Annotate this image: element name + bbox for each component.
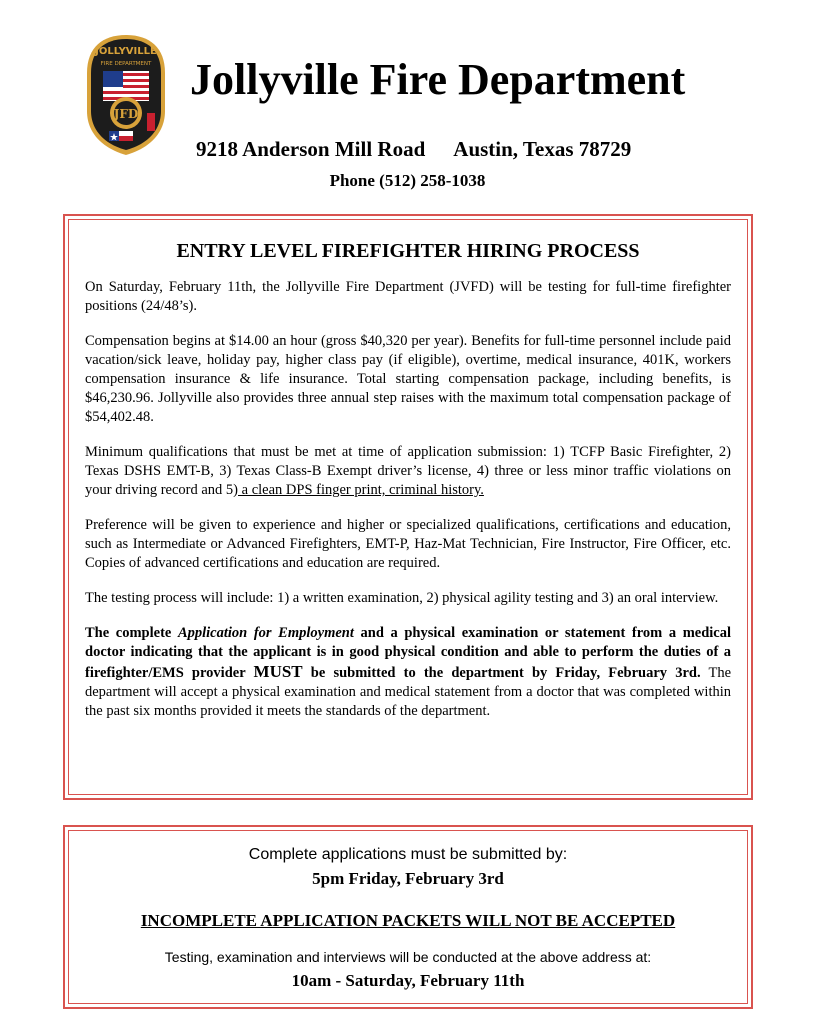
street-address: 9218 Anderson Mill Road [196,137,426,161]
req-text-rest: The department will accept a physical examination and medical statement from a doctor that was completed within the past six months provided it meets the standards of the department. [85,665,732,719]
compensation-paragraph: Compensation begins at $14.00 an hour (gross $40,320 per year). Benefits for full-time personnel include paid vacation/sick leave, holiday pay, higher class pay (if eligible), overtime, medical insurance, 401K, workers compensation insurance & life insurance. Total starting compensation package, including benefits, is $46,230.96. Jollyville also provides three annual step raises with the maximum total compensation package of $54,402.48. [85,333,731,425]
phone-number: Phone (512) 258-1038 [329,171,486,190]
fire-department-badge-logo [83,33,169,157]
qualifications-text: Minimum qualifications that must be met at time of application submission: 1) TCFP Basic Firefighter, 2) Texas DSHS EMT-B, 3) Texas Class-B Exempt driver’s license, 4) three or less minor traffic violations on your driving record and 5) [85,444,731,498]
qualifications-paragraph [85,443,731,500]
qualifications-underlined: a clean DPS finger print, criminal history. [238,482,484,498]
submission-prompt: Complete applications must be submitted by: [248,846,568,863]
department-title: Jollyville Fire Department [190,55,686,104]
must-emphasis: MUST [253,662,303,681]
incomplete-warning: INCOMPLETE APPLICATION PACKETS WILL NOT BE ACCEPTED [140,911,676,930]
hiring-notice [85,238,731,737]
preference-paragraph: Preference will be given to experience and higher or specialized qualifications, certifications and education, such as Intermediate or Advanced Firefighters, EMT-P, Haz-Mat Technician, Fire Instructor, Fire Officer, etc. Copies of advanced certifications and education are required. [85,517,731,571]
deadline-notice [70,845,746,992]
badge-monogram: JFD [113,107,139,121]
req-text-a: The complete [85,625,178,641]
testing-datetime: 10am - Saturday, February 11th [291,971,525,990]
application-requirements-paragraph [85,624,731,721]
testing-process-paragraph: The testing process will include: 1) a written examination, 2) physical agility testing and 3) an oral interview. [85,590,719,606]
badge-text-sub: FIRE DEPARTMENT [100,61,152,67]
notice-title: ENTRY LEVEL FIREFIGHTER HIRING PROCESS [176,240,640,262]
city-state-zip: Austin, Texas 78729 [453,137,632,161]
application-form-name: Application for Employment [177,625,354,641]
testing-location-note: Testing, examination and interviews will be conducted at the above address at: [164,949,652,965]
submission-deadline: 5pm Friday, February 3rd [312,869,504,888]
badge-text-top: JOLLYVILLE [95,46,157,57]
req-text-b: and a physical examination or statement from a medical doctor indicating that the applicant is in good physical condition and able to perform the duties of a firefighter/EMS provider [85,625,732,681]
testing-date-paragraph: On Saturday, February 11th, the Jollyville Fire Department (JVFD) will be testing for full-time firefighter positions (24/48’s). [85,279,731,314]
req-text-c: be submitted to the department by Friday, February 3rd. [302,665,701,681]
address-line [196,135,716,163]
